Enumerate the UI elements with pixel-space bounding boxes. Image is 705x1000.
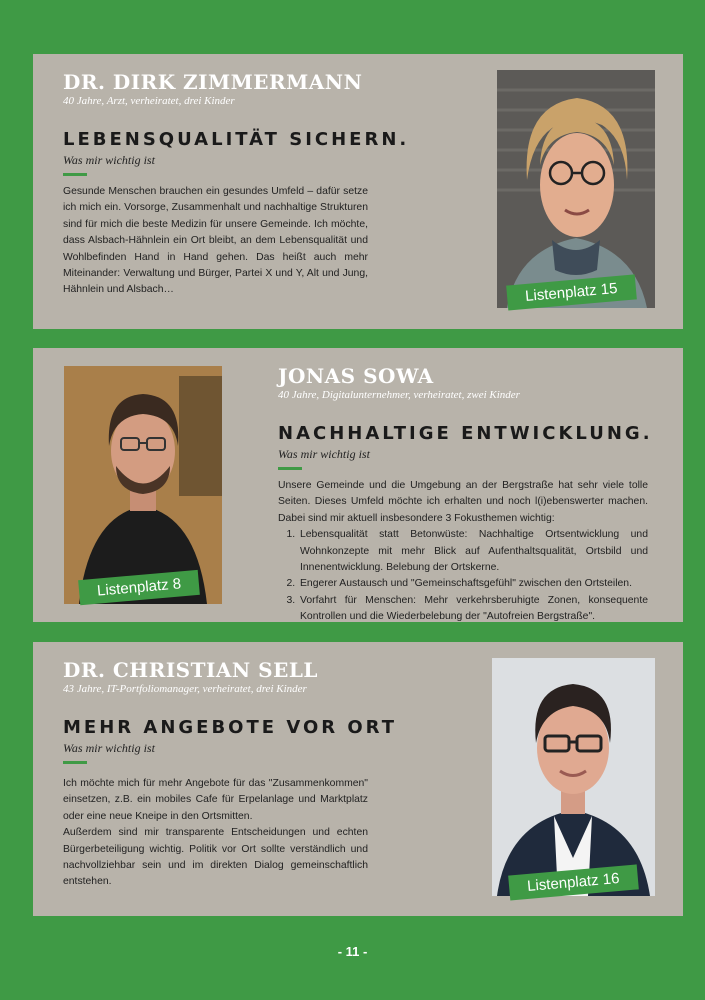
candidate-statement	[63, 776, 368, 891]
green-divider	[278, 467, 302, 470]
candidate-name: JONAS SOWA	[278, 364, 434, 388]
list-position-badge: Listenplatz 16	[508, 864, 638, 900]
candidate-photo-sowa	[64, 366, 222, 604]
candidate-card-sowa	[33, 348, 683, 622]
green-divider	[63, 173, 87, 176]
section-label: Was mir wichtig ist	[63, 741, 155, 755]
section-heading: NACHHALTIGE ENTWICKLUNG.	[278, 423, 653, 444]
focus-topics-list	[278, 527, 648, 625]
list-position-badge: Listenplatz 15	[506, 274, 636, 310]
candidate-name: DR. CHRISTIAN SELL	[63, 658, 318, 682]
candidate-photo-sell	[492, 658, 655, 896]
candidate-subtitle: 43 Jahre, IT-Portfoliomanager, verheiratet, drei Kinder	[63, 683, 307, 695]
candidate-name: DR. DIRK ZIMMERMANN	[63, 70, 363, 94]
focus-topic-item: 2. Engerer Austausch und "Gemeinschaftsgefühl" zwischen den Ortsteilen.	[298, 576, 648, 592]
candidate-card-sell	[33, 642, 683, 916]
statement-paragraph: Gesunde Menschen brauchen ein gesundes Umfeld – dafür setze ich mich ein. Vorsorge, Zusammenhalt und nachhaltige Strukturen sind für mich die beste Medizin für unsere Gemeinde. Ich möchte, dass Alsbach-Hähnlein ein Ort bleibt, an dem Lebensqualität und Wohlbefinden Hand in Hand gehen. Das heißt auch mehr Miteinander: Verwaltung und Bürger, Partei X und Y, Alt und Jung, Hähnlein und Alsbach…	[63, 186, 368, 296]
section-label: Was mir wichtig ist	[63, 153, 155, 167]
section-heading: MEHR ANGEBOTE VOR ORT	[63, 717, 398, 738]
section-heading: LEBENSQUALITÄT SICHERN.	[63, 129, 410, 150]
candidate-photo-zimmermann	[497, 70, 655, 308]
statement-paragraph: Unsere Gemeinde und die Umgebung an der Bergstraße hat sehr viele tolle Seiten. Dieses Umfeld möchte ich erhalten und noch l(i)ebenswerter machen. Dabei sind mir aktuell insbesondere 3 Fokusthemen wichtig:	[278, 480, 648, 524]
focus-topic-item: 1. Lebensqualität statt Betonwüste: Nachhaltige Ortsentwicklung und Wohnkonzepte mit mehr Blick auf Aufenthaltsqualität, Ortsbild und Innenentwicklung. Belebung der Ortskerne.	[298, 527, 648, 576]
green-divider	[63, 761, 87, 764]
candidate-card-zimmermann	[33, 54, 683, 329]
page-number: - 11 -	[337, 944, 368, 959]
section-label: Was mir wichtig ist	[278, 447, 370, 461]
statement-paragraph: Außerdem sind mir transparente Entscheidungen und echten Bürgerbeteiligung wichtig. Politik vor Ort sollte verständlich und nachvollziehbar sein und im direkten Dialog gemeinschaftlich entstehen.	[63, 827, 368, 888]
statement-paragraph: Ich möchte mich für mehr Angebote für das "Zusammenkommen" einsetzen, z.B. ein mobiles Cafe für Erpelanlage und Marktplatz oder eine neue Kneipe in den Ortsmitten.	[63, 778, 368, 822]
candidate-statement	[63, 184, 368, 299]
list-position-badge: Listenplatz 8	[78, 570, 200, 605]
focus-topic-item: 3. Vorfahrt für Menschen: Mehr verkehrsberuhigte Zonen, konsequente Kontrollen und die Wiederbelebung der "Autofreien Bergstraße".	[298, 593, 648, 626]
candidate-subtitle: 40 Jahre, Arzt, verheiratet, drei Kinder	[63, 95, 235, 107]
candidate-subtitle: 40 Jahre, Digitalunternehmer, verheiratet, zwei Kinder	[278, 389, 520, 401]
candidate-statement	[278, 478, 648, 626]
